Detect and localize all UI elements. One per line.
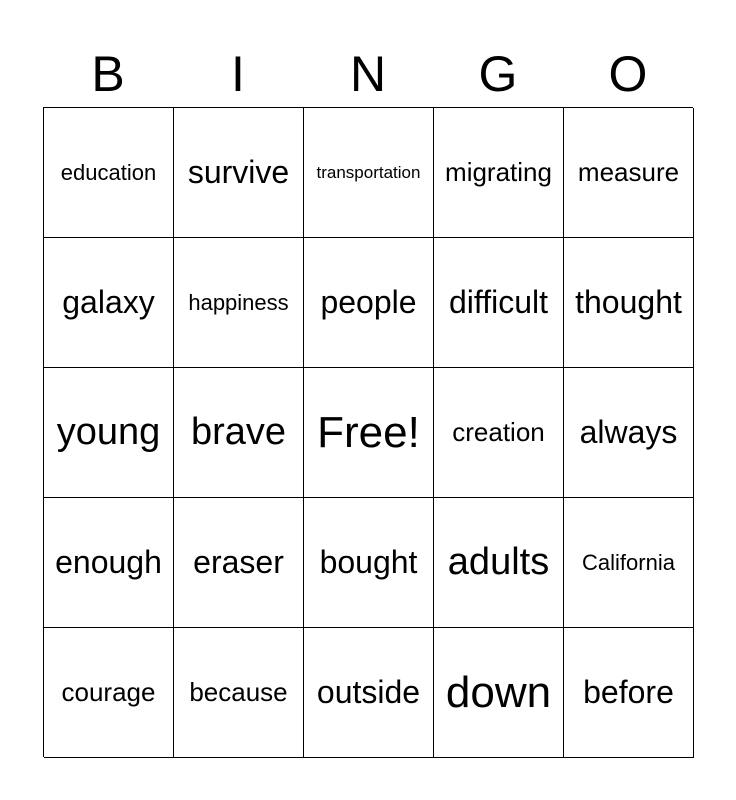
bingo-cell[interactable]: down	[434, 628, 564, 758]
header-letter-o: O	[608, 46, 648, 102]
bingo-cell[interactable]: creation	[434, 368, 564, 498]
header-letter-i: I	[231, 46, 245, 102]
header-letter-n: N	[349, 46, 387, 102]
bingo-cell[interactable]: galaxy	[44, 238, 174, 368]
bingo-header	[43, 40, 693, 108]
bingo-cell[interactable]: courage	[44, 628, 174, 758]
bingo-cell[interactable]: before	[564, 628, 694, 758]
bingo-cell[interactable]: bought	[304, 498, 434, 628]
bingo-cell[interactable]: eraser	[174, 498, 304, 628]
bingo-cell[interactable]: adults	[434, 498, 564, 628]
header-letter-b: B	[91, 46, 125, 102]
bingo-cell[interactable]: thought	[564, 238, 694, 368]
bingo-cell[interactable]: because	[174, 628, 304, 758]
bingo-cell[interactable]: outside	[304, 628, 434, 758]
bingo-cell[interactable]: measure	[564, 108, 694, 238]
bingo-cell[interactable]: education	[44, 108, 174, 238]
bingo-cell[interactable]: survive	[174, 108, 304, 238]
bingo-cell[interactable]: migrating	[434, 108, 564, 238]
bingo-cell[interactable]: young	[44, 368, 174, 498]
bingo-cell[interactable]: transportation	[304, 108, 434, 238]
bingo-cell[interactable]: brave	[174, 368, 304, 498]
bingo-cell[interactable]: people	[304, 238, 434, 368]
bingo-cell[interactable]: happiness	[174, 238, 304, 368]
bingo-board	[43, 107, 693, 757]
header-letter-g: G	[478, 46, 518, 102]
bingo-cell-free[interactable]: Free!	[304, 368, 434, 498]
bingo-cell[interactable]: always	[564, 368, 694, 498]
bingo-cell[interactable]: enough	[44, 498, 174, 628]
bingo-cell[interactable]: difficult	[434, 238, 564, 368]
bingo-cell[interactable]: California	[564, 498, 694, 628]
